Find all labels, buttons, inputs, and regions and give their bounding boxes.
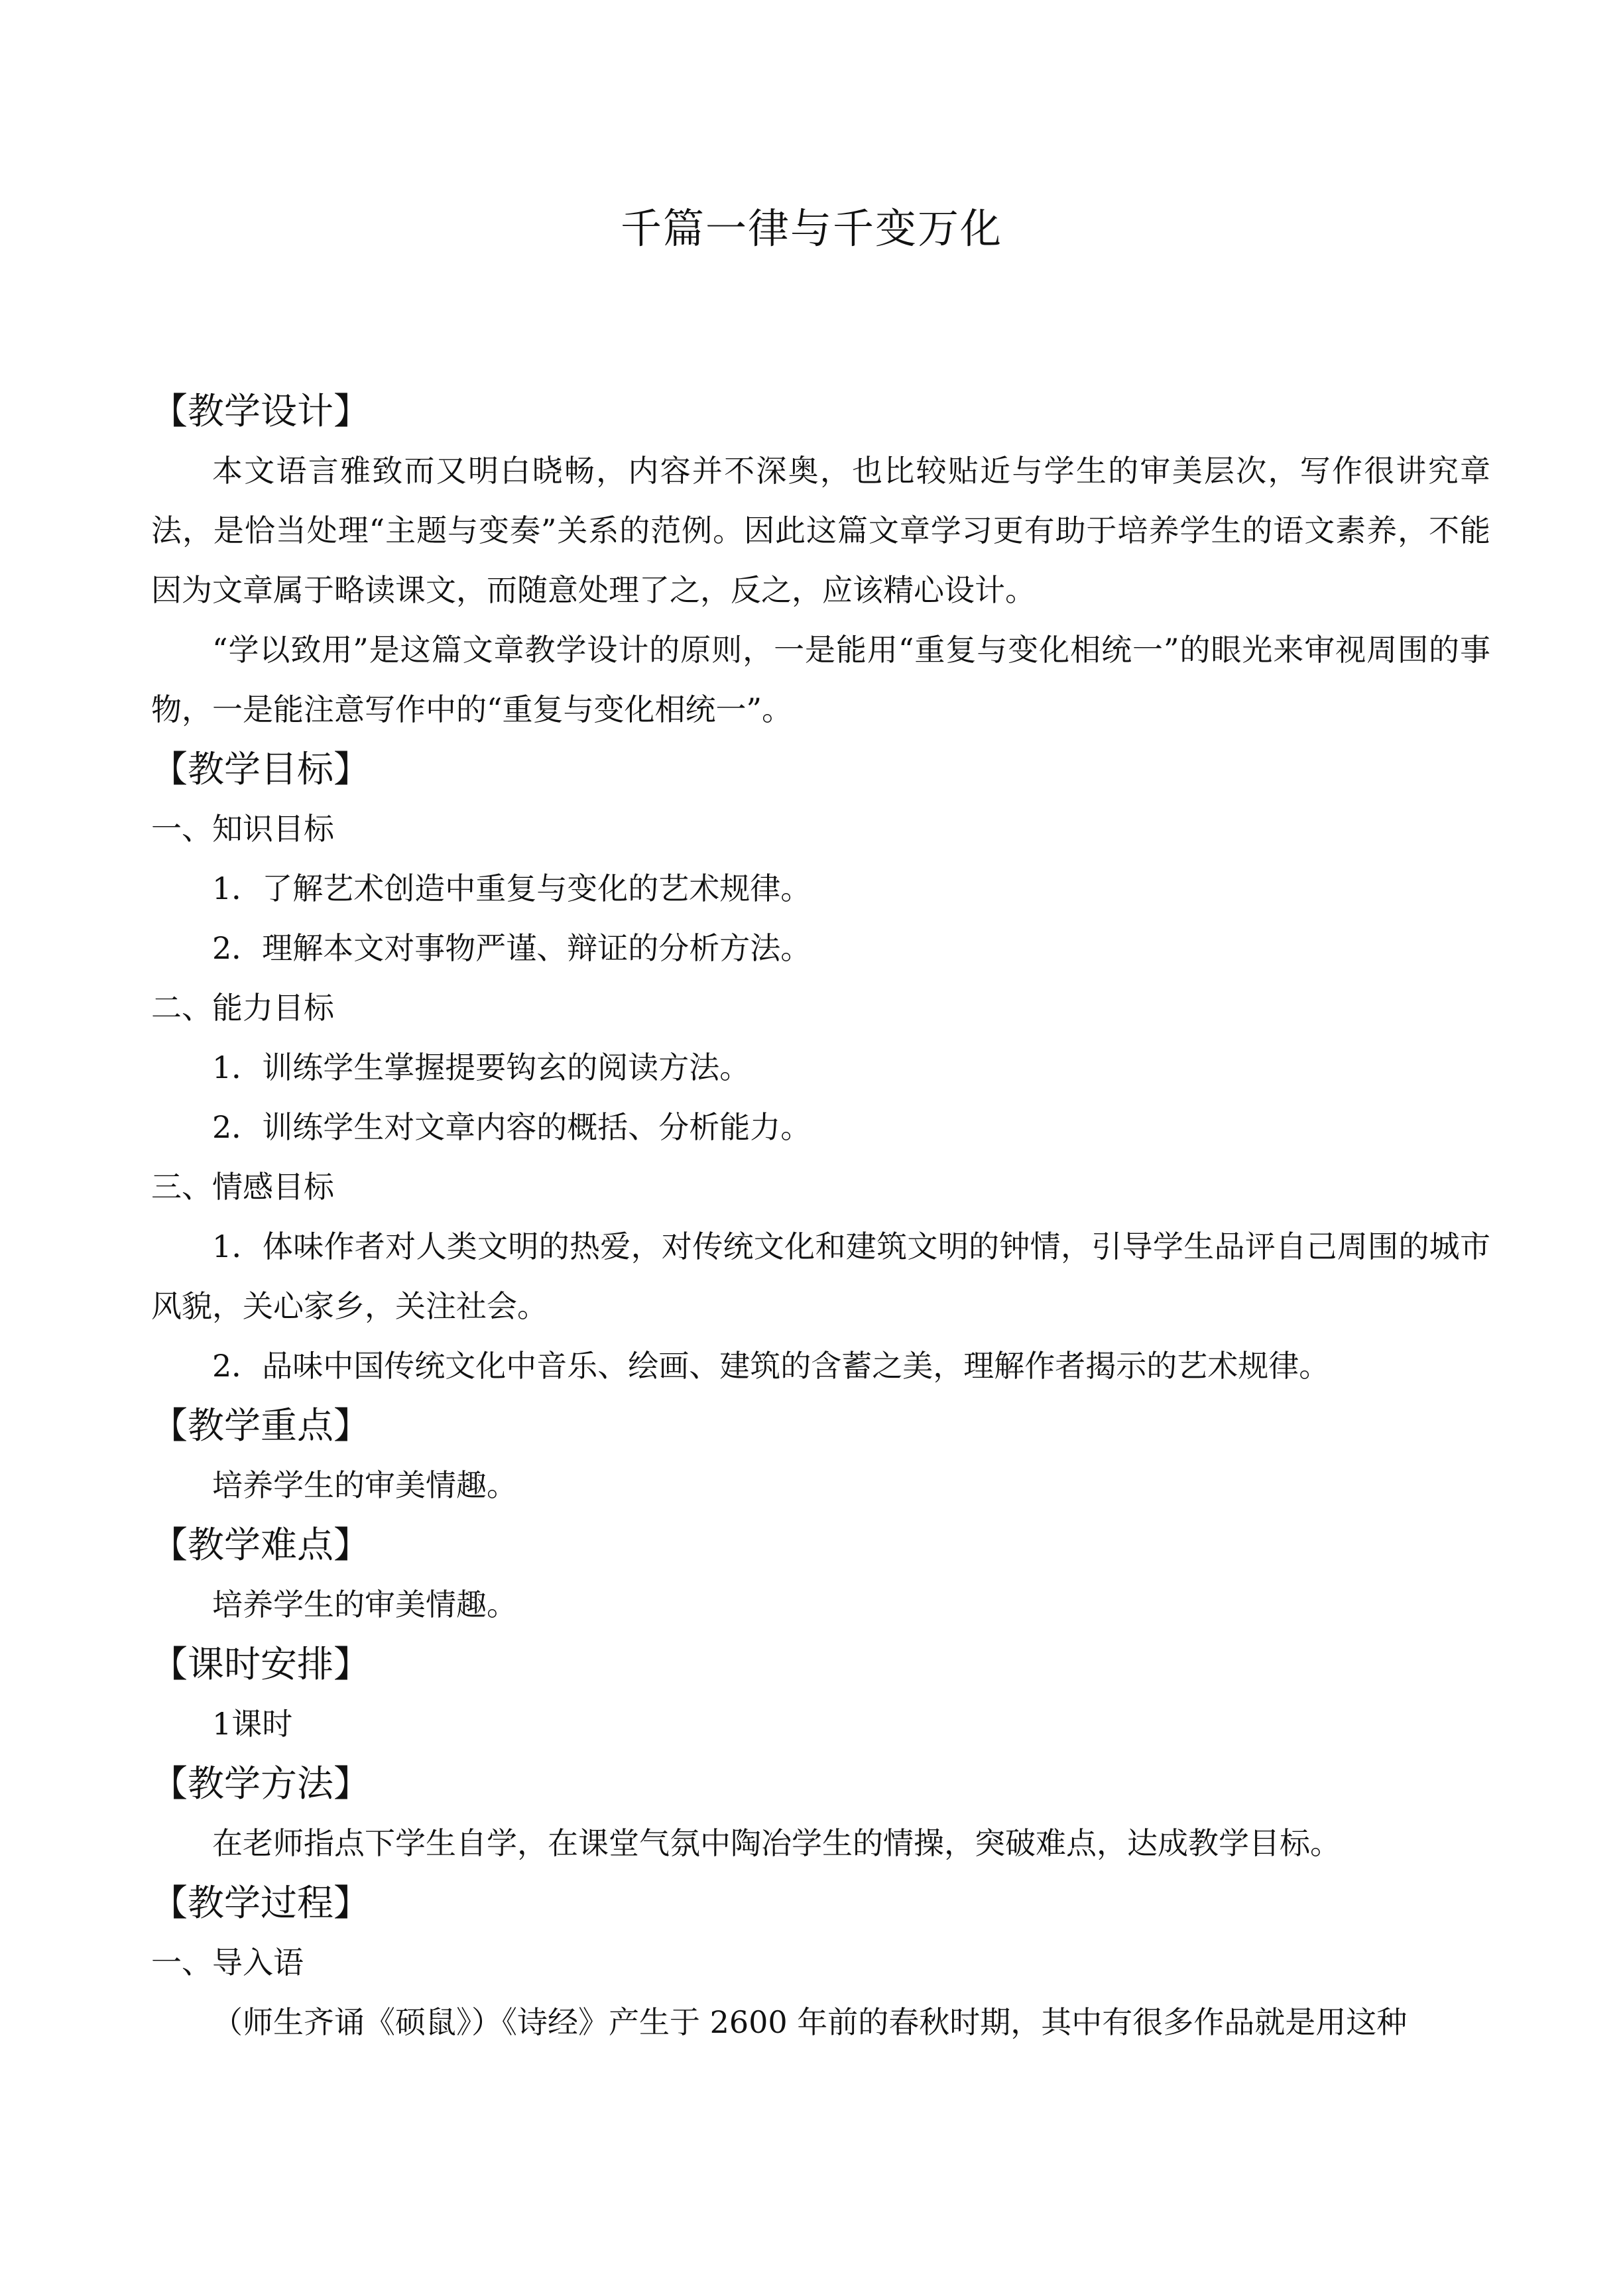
document-body: [151, 381, 1490, 2052]
design-paragraph-1: 本文语言雅致而又明白晓畅，内容并不深奥，也比较贴近与学生的审美层次，写作很讲究章法，是恰当处理“主题与变奏”关系的范例。因此这篇文章学习更有助于培养学生的语文素养，不能因为文章属于略读课文，而随意处理了之，反之，应该精心设计。: [151, 453, 1490, 608]
schedule-text: 1课时: [212, 1706, 293, 1742]
intro-paragraph: （师生齐诵《硕鼠》）《诗经》产生于 2600 年前的春秋时期，其中有很多作品就是用这种: [212, 2004, 1408, 2040]
ability-goal-item: 1．训练学生掌握提要钩玄的阅读方法。: [212, 1050, 751, 1085]
knowledge-goal-item: 2．理解本文对事物严谨、辩证的分析方法。: [212, 930, 812, 966]
ability-goal-item: 2．训练学生对文章内容的概括、分析能力。: [212, 1109, 812, 1145]
document-title: 千篇一律与千变万化: [620, 204, 1002, 253]
emotion-goal-item: 1．体味作者对人类文明的热爱，对传统文化和建筑文明的钟情，引导学生品评自己周围的城市风貌，关心家乡，关注社会。: [151, 1229, 1490, 1324]
knowledge-goal-item: 1．了解艺术创造中重复与变化的艺术规律。: [212, 871, 812, 906]
subheading-ability-goals: 二、能力目标: [151, 990, 334, 1026]
section-heading-design: 【教学设计】: [151, 390, 371, 432]
subheading-intro: 一、导入语: [151, 1945, 304, 1980]
method-text: 在老师指点下学生自学，在课堂气氛中陶冶学生的情操，突破难点，达成教学目标。: [212, 1825, 1341, 1861]
key-points-text: 培养学生的审美情趣。: [212, 1467, 517, 1503]
section-heading-method: 【教学方法】: [151, 1762, 371, 1805]
section-heading-schedule: 【课时安排】: [151, 1643, 371, 1685]
emotion-goal-item: 2．品味中国传统文化中音乐、绘画、建筑的含蓄之美，理解作者揭示的艺术规律。: [212, 1348, 1330, 1384]
section-heading-key-points: 【教学重点】: [151, 1404, 371, 1447]
section-heading-goals: 【教学目标】: [151, 748, 371, 790]
subheading-knowledge-goals: 一、知识目标: [151, 811, 334, 847]
difficulties-text: 培养学生的审美情趣。: [212, 1587, 517, 1622]
subheading-emotion-goals: 三、情感目标: [151, 1169, 334, 1205]
section-heading-process: 【教学过程】: [151, 1882, 371, 1924]
design-paragraph-2: “学以致用”是这篇文章教学设计的原则，一是能用“重复与变化相统一”的眼光来审视周围的事物，一是能注意写作中的“重复与变化相统一”。: [151, 632, 1490, 727]
section-heading-difficulties: 【教学难点】: [151, 1524, 371, 1566]
